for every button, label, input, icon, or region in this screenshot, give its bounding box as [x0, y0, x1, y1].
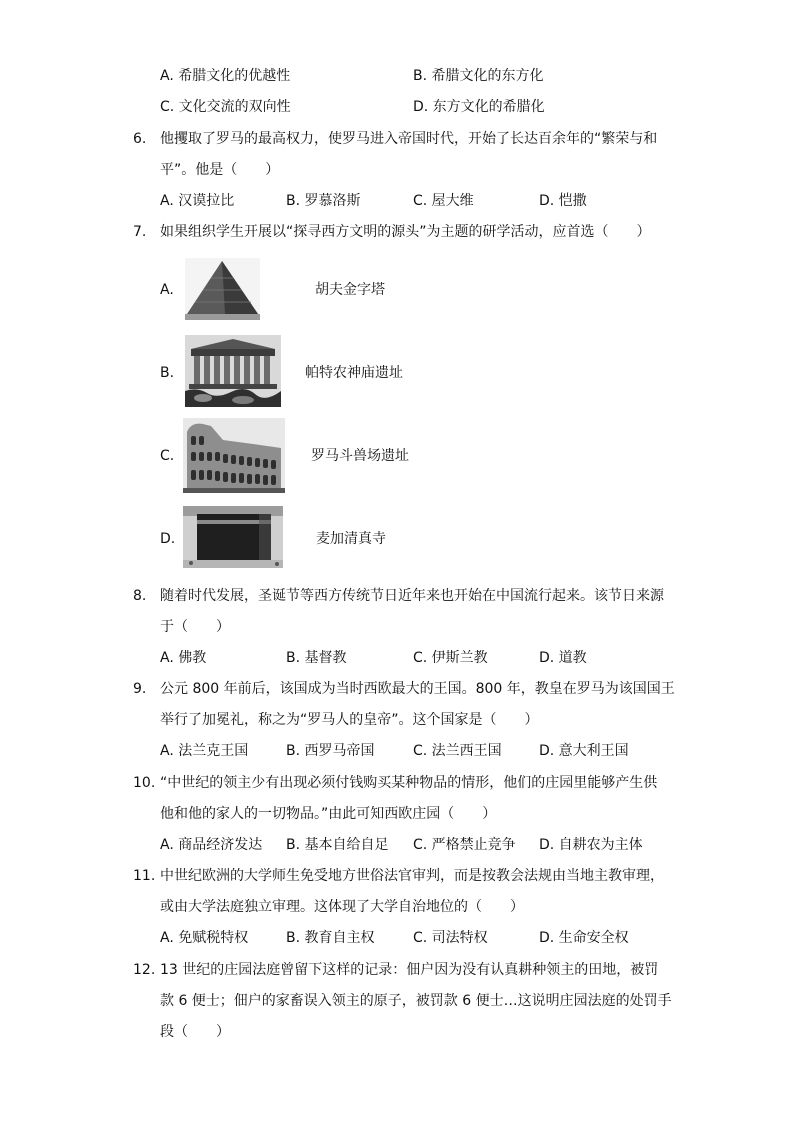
q9-stem-line2: 举行了加冕礼，称之为“罗马人的皇帝”。这个国家是（ ）: [160, 712, 539, 728]
q5-option-c: C. 文化交流的双向性: [160, 99, 291, 115]
q6-option-c: C. 屋大维: [413, 193, 474, 209]
colosseum-photo: [183, 418, 285, 493]
q9-stem-line1: 公元 800 年前后，该国成为当时西欧最大的王国。800 年，教皇在罗马为该国国王: [160, 681, 675, 697]
q11-option-c: C. 司法特权: [413, 930, 488, 946]
q10-stem-line2: 他和他的家人的一切物品。”由此可知西欧庄园（ ）: [160, 806, 497, 822]
q7-option-a-letter: A.: [160, 282, 174, 298]
q7-option-b-letter: B.: [160, 365, 175, 381]
q7-option-d-caption: 麦加清真寺: [316, 531, 386, 547]
q12-stem-line3: 段（ ）: [160, 1024, 230, 1040]
q9-option-c: C. 法兰西王国: [413, 743, 502, 759]
q6-stem-line2: 平”。他是（ ）: [160, 162, 280, 178]
q6-stem-line1: 他攫取了罗马的最高权力，使罗马进入帝国时代，开始了长达百余年的“繁荣与和: [160, 131, 658, 147]
pyramid-photo: [185, 258, 260, 320]
q11-number: 11.: [133, 868, 156, 884]
q8-option-a: A. 佛教: [160, 650, 207, 666]
q5-option-a: A. 希腊文化的优越性: [160, 68, 291, 84]
q5-option-d: D. 东方文化的希腊化: [413, 99, 545, 115]
q6-number: 6.: [133, 131, 147, 147]
q6-option-d: D. 恺撒: [539, 193, 587, 209]
q11-option-d: D. 生命安全权: [539, 930, 629, 946]
q11-stem-line1: 中世纪欧洲的大学师生免受地方世俗法官审判，而是按教会法规由当地主教审理，: [160, 868, 664, 884]
q10-stem-line1: “中世纪的领主少有出现必须付钱购买某种物品的情形，他们的庄园里能够产生供: [160, 775, 658, 791]
q7-stem-line1: 如果组织学生开展以“探寻西方文明的源头”为主题的研学活动，应首选（ ）: [160, 224, 651, 240]
q9-option-b: B. 西罗马帝国: [286, 743, 375, 759]
q10-option-c: C. 严格禁止竞争: [413, 837, 516, 853]
q8-option-c: C. 伊斯兰教: [413, 650, 488, 666]
q10-number: 10.: [133, 775, 156, 791]
q10-option-a: A. 商品经济发达: [160, 837, 263, 853]
q11-option-a: A. 免赋税特权: [160, 930, 249, 946]
q8-stem-line2: 于（ ）: [160, 619, 230, 635]
q12-stem-line2: 款 6 便士；佃户的家畜误入领主的原子，被罚款 6 便士…这说明庄园法庭的处罚手: [160, 993, 672, 1009]
q7-option-c-letter: C.: [160, 448, 175, 464]
q11-stem-line2: 或由大学法庭独立审理。这体现了大学自治地位的（ ）: [160, 899, 524, 915]
q10-option-b: B. 基本自给自足: [286, 837, 389, 853]
q8-option-b: B. 基督教: [286, 650, 347, 666]
q7-number: 7.: [133, 224, 147, 240]
q6-option-a: A. 汉谟拉比: [160, 193, 235, 209]
kaaba-photo: [183, 506, 283, 568]
q12-number: 12.: [133, 962, 156, 978]
parthenon-photo: [185, 335, 281, 407]
q8-stem-line1: 随着时代发展，圣诞节等西方传统节日近年来也开始在中国流行起来。该节日来源: [160, 588, 664, 604]
q10-option-d: D. 自耕农为主体: [539, 837, 643, 853]
q7-option-b-caption: 帕特农神庙遗址: [305, 365, 403, 381]
q8-option-d: D. 道教: [539, 650, 587, 666]
q11-option-b: B. 教育自主权: [286, 930, 375, 946]
q8-number: 8.: [133, 588, 147, 604]
q9-number: 9.: [133, 681, 147, 697]
q6-option-b: B. 罗慕洛斯: [286, 193, 361, 209]
q12-stem-line1: 13 世纪的庄园法庭曾留下这样的记录：佃户因为没有认真耕种领主的田地，被罚: [160, 962, 659, 978]
q9-option-a: A. 法兰克王国: [160, 743, 249, 759]
q9-option-d: D. 意大利王国: [539, 743, 629, 759]
q5-option-b: B. 希腊文化的东方化: [413, 68, 544, 84]
q7-option-c-caption: 罗马斗兽场遗址: [311, 448, 409, 464]
q7-option-a-caption: 胡夫金字塔: [315, 282, 385, 298]
q7-option-d-letter: D.: [160, 531, 176, 547]
